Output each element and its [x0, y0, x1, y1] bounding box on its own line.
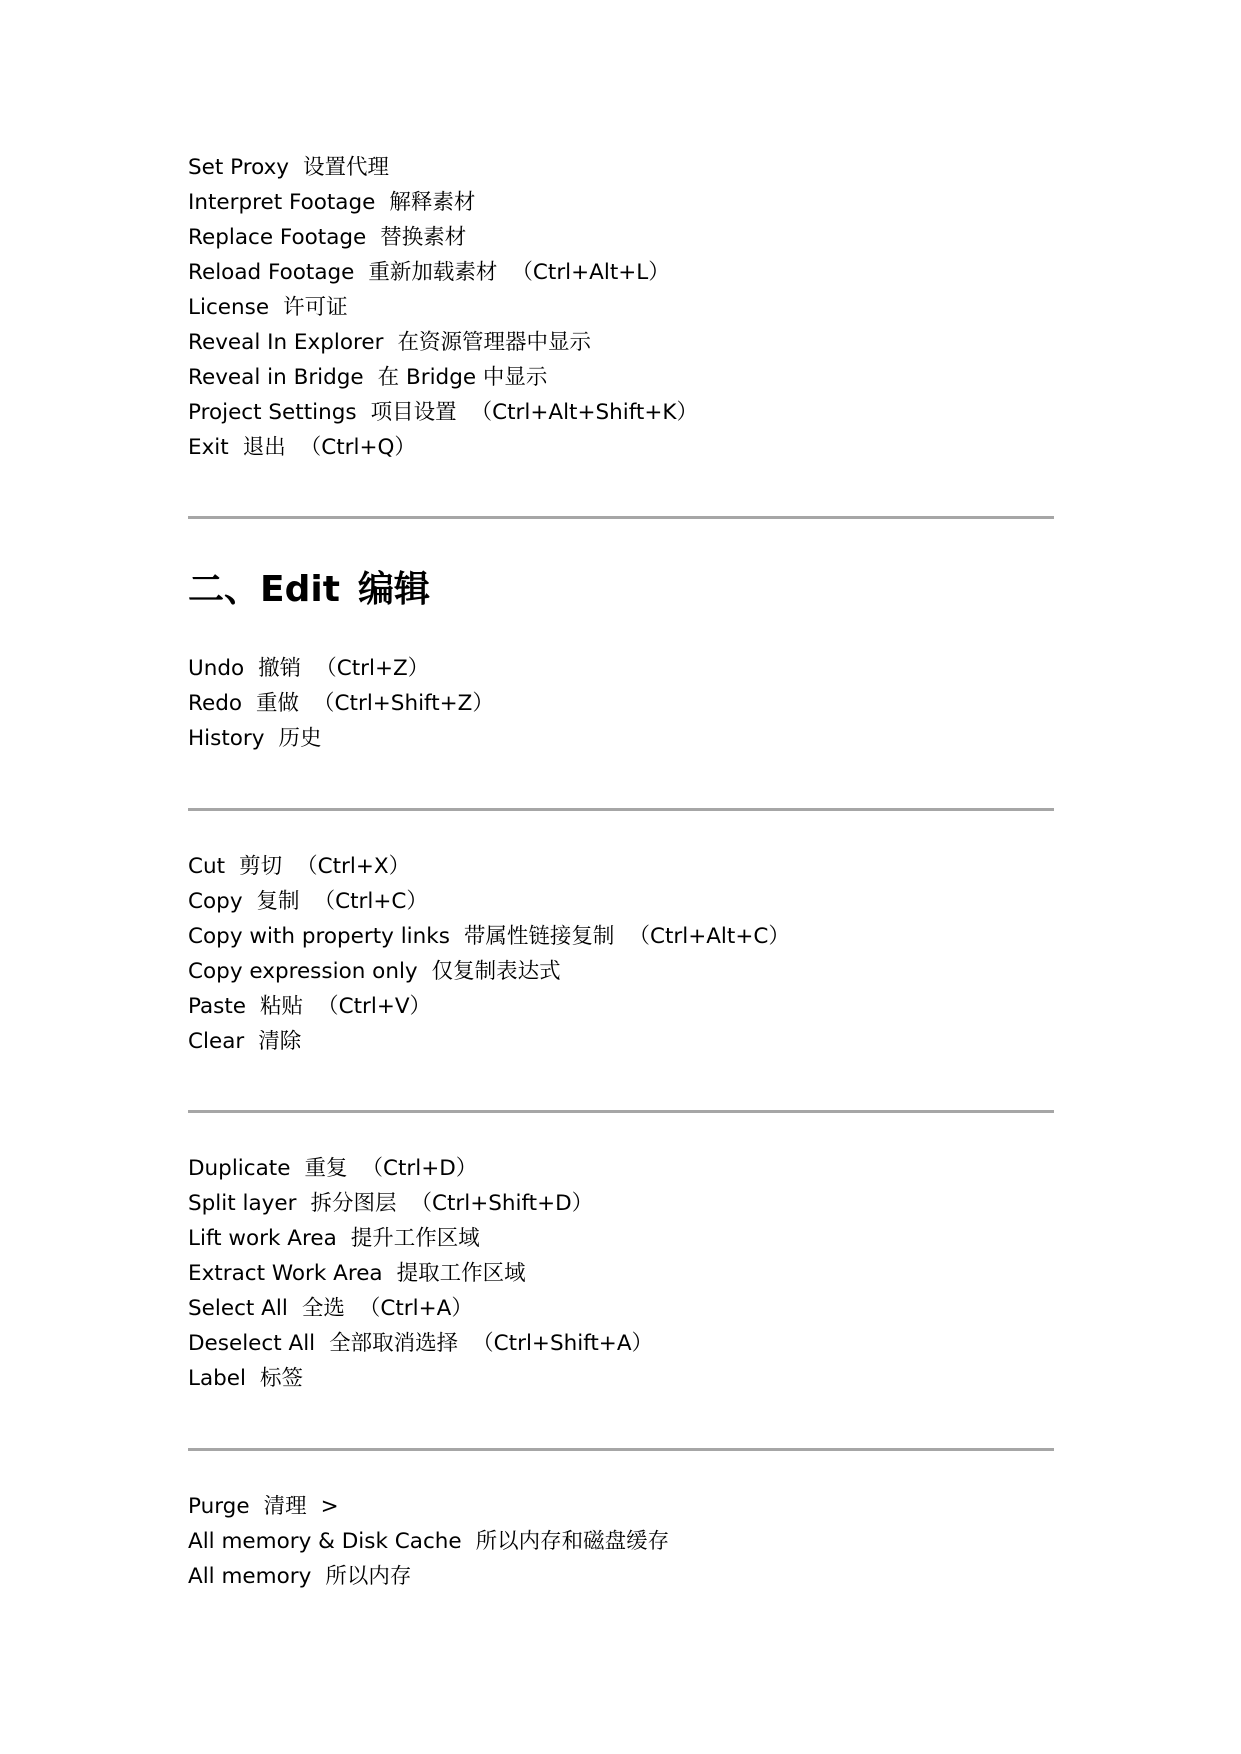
file-menu-list: [188, 150, 1054, 465]
menu-entry: [188, 360, 1054, 395]
menu-entry-shortcut: （Ctrl+Alt+C）: [628, 924, 790, 949]
menu-entry: [188, 686, 1054, 721]
menu-entry-chinese: 复制: [256, 889, 300, 914]
menu-entry: [188, 1151, 1054, 1186]
menu-entry-english: Copy: [188, 889, 243, 914]
menu-entry-english: Clear: [188, 1029, 245, 1054]
menu-entry-chinese: 所以内存和磁盘缓存: [475, 1529, 670, 1554]
menu-entry-chinese: 仅复制表达式: [431, 959, 561, 984]
menu-entry-english: Replace Footage: [188, 225, 367, 250]
menu-entry-english: Cut: [188, 854, 226, 879]
menu-entry: [188, 954, 1054, 989]
menu-entry-shortcut: （Ctrl+Shift+D）: [410, 1191, 594, 1216]
edit-purge-list: [188, 1489, 1054, 1594]
menu-entry-shortcut: （Ctrl+V）: [317, 994, 432, 1019]
menu-entry-english: Duplicate: [188, 1156, 291, 1181]
menu-entry-chinese: 项目设置: [370, 400, 457, 425]
menu-entry-chinese: 在 Bridge 中显示: [377, 365, 548, 390]
menu-entry-chinese: 全部取消选择: [329, 1331, 459, 1356]
menu-entry-english: Deselect All: [188, 1331, 316, 1356]
menu-entry: [188, 430, 1054, 465]
menu-entry-chinese: 所以内存: [325, 1564, 412, 1589]
menu-entry-shortcut: （Ctrl+Alt+Shift+K）: [470, 400, 698, 425]
menu-entry-english: Purge: [188, 1494, 250, 1519]
menu-entry: [188, 290, 1054, 325]
menu-entry-english: Interpret Footage: [188, 190, 376, 215]
menu-entry-english: Reload Footage: [188, 260, 355, 285]
menu-entry: [188, 1186, 1054, 1221]
menu-entry-english: Project Settings: [188, 400, 357, 425]
menu-entry-chinese: 重做: [256, 691, 300, 716]
menu-entry-chinese: 提升工作区域: [350, 1226, 480, 1251]
menu-entry-english: Lift work Area: [188, 1226, 337, 1251]
menu-entry-chinese: 剪切: [239, 854, 283, 879]
menu-entry-english: Select All: [188, 1296, 288, 1321]
menu-entry: [188, 220, 1054, 255]
divider: [188, 516, 1054, 519]
menu-entry-chinese: 标签: [260, 1366, 304, 1391]
menu-entry-english: Exit: [188, 435, 229, 460]
menu-entry-chinese: 带属性链接复制: [463, 924, 615, 949]
menu-entry: [188, 651, 1054, 686]
menu-entry: [188, 1559, 1054, 1594]
menu-entry-chinese: 粘贴: [260, 994, 304, 1019]
menu-entry-shortcut: （Ctrl+Shift+Z）: [313, 691, 494, 716]
divider: [188, 808, 1054, 811]
menu-entry-shortcut: （Ctrl+Shift+A）: [472, 1331, 654, 1356]
divider: [188, 1448, 1054, 1451]
section-heading: [188, 566, 448, 614]
menu-entry-english: Reveal in Bridge: [188, 365, 364, 390]
menu-entry: [188, 1256, 1054, 1291]
menu-entry-english: Label: [188, 1366, 247, 1391]
menu-entry-chinese: 解释素材: [389, 190, 476, 215]
menu-entry-shortcut: （Ctrl+Alt+L）: [511, 260, 670, 285]
menu-entry: [188, 395, 1054, 430]
edit-layer-list: [188, 1151, 1054, 1396]
edit-history-list: [188, 651, 1054, 756]
section-title-zh: 编辑: [357, 569, 430, 610]
menu-entry: [188, 150, 1054, 185]
menu-entry: [188, 1221, 1054, 1256]
menu-entry: [188, 919, 1054, 954]
menu-entry-english: Copy expression only: [188, 959, 418, 984]
menu-entry-chinese: 重复: [304, 1156, 348, 1181]
menu-entry-shortcut: （Ctrl+Z）: [315, 656, 430, 681]
menu-entry-english: History: [188, 726, 265, 751]
menu-entry-shortcut: （Ctrl+A）: [358, 1296, 473, 1321]
menu-entry-chinese: 在资源管理器中显示: [397, 330, 591, 355]
menu-entry-chinese: 全选: [301, 1296, 345, 1321]
menu-entry: [188, 185, 1054, 220]
menu-entry-chinese: 清理: [263, 1494, 307, 1519]
menu-entry-chinese: 设置代理: [303, 155, 390, 180]
menu-entry-chinese: 清除: [258, 1029, 302, 1054]
menu-entry: [188, 989, 1054, 1024]
menu-entry: [188, 721, 1054, 756]
menu-entry: [188, 255, 1054, 290]
menu-entry-english: Extract Work Area: [188, 1261, 383, 1286]
section-number: 二、: [188, 569, 261, 610]
menu-entry-english: Set Proxy: [188, 155, 290, 180]
menu-entry-english: All memory & Disk Cache: [188, 1529, 462, 1554]
menu-entry-shortcut: （Ctrl+D）: [361, 1156, 478, 1181]
edit-clipboard-list: [188, 849, 1054, 1059]
menu-entry-english: Paste: [188, 994, 247, 1019]
divider: [188, 1110, 1054, 1113]
menu-entry: [188, 849, 1054, 884]
menu-entry-chinese: 退出: [242, 435, 286, 460]
menu-entry-chinese: 撤销: [258, 656, 302, 681]
menu-entry: [188, 1291, 1054, 1326]
menu-entry-chinese: 拆分图层: [310, 1191, 397, 1216]
menu-entry-english: License: [188, 295, 270, 320]
menu-entry: [188, 884, 1054, 919]
menu-entry: [188, 1326, 1054, 1361]
menu-entry-chinese: 许可证: [283, 295, 348, 320]
menu-entry: [188, 1024, 1054, 1059]
menu-entry-english: Copy with property links: [188, 924, 450, 949]
menu-entry-english: All memory: [188, 1564, 312, 1589]
menu-entry: [188, 1361, 1054, 1396]
menu-entry-shortcut: （Ctrl+X）: [296, 854, 411, 879]
menu-entry-shortcut: （Ctrl+Q）: [299, 435, 416, 460]
menu-entry-english: Redo: [188, 691, 243, 716]
menu-entry-chinese: 历史: [278, 726, 322, 751]
menu-entry: [188, 1524, 1054, 1559]
menu-entry-chinese: 提取工作区域: [396, 1261, 526, 1286]
menu-entry-shortcut: （Ctrl+C）: [313, 889, 428, 914]
menu-entry-shortcut: >: [320, 1494, 339, 1519]
menu-entry: [188, 325, 1054, 360]
section-title-en: Edit: [260, 569, 340, 610]
menu-entry-chinese: 替换素材: [380, 225, 467, 250]
menu-entry-english: Split layer: [188, 1191, 297, 1216]
menu-entry: [188, 1489, 1054, 1524]
menu-entry-chinese: 重新加载素材: [368, 260, 498, 285]
menu-entry-english: Undo: [188, 656, 245, 681]
menu-entry-english: Reveal In Explorer: [188, 330, 384, 355]
